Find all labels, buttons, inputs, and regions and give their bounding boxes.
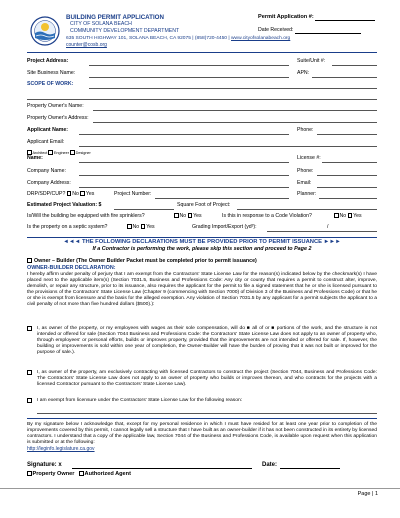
sqft-field[interactable] bbox=[237, 209, 377, 210]
city-seal-logo bbox=[30, 16, 60, 46]
website-link[interactable]: www.cityofsolanabeach.org bbox=[231, 36, 291, 41]
company-email-field[interactable] bbox=[317, 187, 377, 188]
project-number-field[interactable] bbox=[155, 198, 289, 199]
sprinkler-row: Is/Will the building be equipped with fire sprinklers? No Yes Is this in response to a Code Violation? No Yes bbox=[27, 213, 362, 219]
project-address-row: Project Address: Suite/Unit #: bbox=[27, 58, 377, 68]
footer-divider bbox=[0, 488, 400, 489]
owner-name-row: Property Owner's Name: bbox=[27, 103, 377, 113]
drp-no-checkbox[interactable] bbox=[67, 191, 72, 196]
ack-divider bbox=[27, 418, 377, 419]
owner-address-row: Property Owner's Address: bbox=[27, 115, 377, 125]
grading-field[interactable] bbox=[267, 231, 377, 232]
suite-field[interactable] bbox=[332, 65, 377, 66]
item2-checkbox[interactable] bbox=[27, 370, 32, 375]
scope-field-1[interactable] bbox=[89, 88, 377, 89]
item1-checkbox-wrap bbox=[27, 326, 33, 333]
header-address: 635 SOUTH HIGHWAY 101, SOLANA BEACH, CA 92075 | (858)720-4450 | www.cityofsolanabeach.org bbox=[66, 36, 291, 41]
declarations-divider bbox=[27, 237, 377, 238]
item3-text: I am exempt from licensure under the Contractors' State License Law for the following reason: bbox=[37, 398, 243, 403]
planner-field[interactable] bbox=[319, 198, 377, 199]
project-address-field[interactable] bbox=[89, 65, 289, 66]
date-received: Date Received: bbox=[258, 27, 361, 34]
signature-label: Signature: x bbox=[27, 462, 62, 468]
company-address-row: Company Address: Email: bbox=[27, 180, 377, 190]
applicant-email-field[interactable] bbox=[79, 146, 377, 147]
company-address-field[interactable] bbox=[79, 187, 289, 188]
septic-no-checkbox[interactable] bbox=[127, 224, 132, 229]
applicant-name-field[interactable] bbox=[79, 134, 289, 135]
item1-text: I, as owner of the property, or my employees with wages as their sole compensation, will do ■ all of or ■ portions of the work, and the structure is not intended or offered for sale (Section 7044 Business and Professions Code: the Contractors' State License Law does not apply to an owner of property who, through employees' or personal efforts, builds or improves property, provided that the improvements are not intended or offered for sale. If, however, the building or improvements is sold within one year of completion, the Owner-Builder will have the burden of proving that it was not built or improved for the purpose of sale.). bbox=[37, 326, 377, 356]
scope-row: SCOPE OF WORK: bbox=[27, 81, 377, 91]
company-name-row: Company Name: Phone: bbox=[27, 168, 377, 178]
drp-row: DRP/SDP/CUP? No Yes Project Number: Planner: bbox=[27, 191, 377, 201]
septic-row: Is the property on a septic system? No Yes Grading Import/Export (yd³): / bbox=[27, 224, 377, 234]
leginfo-link[interactable]: http://leginfo.legislature.ca.gov bbox=[27, 446, 95, 452]
authorized-agent-checkbox[interactable] bbox=[79, 471, 84, 476]
valuation-field[interactable] bbox=[114, 209, 174, 210]
septic-yes-checkbox[interactable] bbox=[141, 224, 146, 229]
declarations-title: ◄◄◄ THE FOLLOWING DECLARATIONS MUST BE PROVIDED PRIOR TO PERMIT ISSUANCE ►►► bbox=[63, 239, 341, 245]
designer-checkbox[interactable] bbox=[70, 150, 75, 155]
violation-yes-checkbox[interactable] bbox=[348, 213, 353, 218]
apn-field[interactable] bbox=[312, 77, 377, 78]
declarations-subtitle: If a Contractor is performing the work, please skip this section and proceed to Page 2 bbox=[92, 246, 312, 252]
email-link[interactable]: counter@cosb.org bbox=[66, 42, 107, 48]
applicant-name-row: Applicant Name: Phone: bbox=[27, 127, 377, 137]
owner-builder-option: Owner – Builder (The Owner Builder Packet must be completed prior to permit issuance) bbox=[27, 258, 257, 265]
date-received-field[interactable] bbox=[295, 28, 361, 34]
form-title: BUILDING PERMIT APPLICATION bbox=[66, 14, 164, 21]
site-business-field[interactable] bbox=[89, 77, 289, 78]
item1-checkbox[interactable] bbox=[27, 326, 32, 331]
license-field[interactable] bbox=[322, 162, 377, 163]
signer-role: Property Owner Authorized Agent bbox=[27, 471, 131, 478]
applicant-email-row: Applicant Email: bbox=[27, 139, 377, 149]
permit-application-number: Permit Application #: bbox=[258, 14, 375, 21]
owner-builder-text: I hereby affirm under penalty of perjury that I am exempt from the Contractors' State License Law for the reason(s) indicated below by the checkmark(s) I have placed next to the applicable item(s) (Section 7031.5, Business and Professions Code: Any city or county that requires a permit to construct alter, improve, demolish, or repair any structure, prior to its issuance, also requires the applicant for the permit to file a signed statement that he or she is licensed pursuant to the provisions of the Contractors' State License Law (Chapter 9 (commencing with Section 7000) of Division 3 of the Business and Professions Code) or that he or she is exempt from licensure and the basis for the alleged exemption. Any violation of Section 7031.5 by any applicant for a permit subjects the applicant to a civil penalty of not more than five hundred dollars ($500).): bbox=[27, 272, 377, 308]
architect-checkbox[interactable] bbox=[27, 150, 32, 155]
owner-address-field[interactable] bbox=[93, 122, 377, 123]
applicant-phone-field[interactable] bbox=[317, 134, 377, 135]
company-name-field[interactable] bbox=[79, 175, 289, 176]
professional-row: Architect Engineer Designer Name: License #: bbox=[27, 150, 377, 164]
signature-field[interactable] bbox=[72, 468, 252, 469]
drp-yes-checkbox[interactable] bbox=[80, 191, 85, 196]
sprinkler-no-checkbox[interactable] bbox=[174, 213, 179, 218]
date-field[interactable] bbox=[280, 468, 340, 469]
header-divider bbox=[27, 52, 377, 53]
professional-name-field[interactable] bbox=[79, 162, 289, 163]
city-name: CITY OF SOLANA BEACH bbox=[70, 21, 132, 27]
role-checkboxes: Architect Engineer Designer bbox=[27, 150, 91, 156]
company-phone-field[interactable] bbox=[317, 175, 377, 176]
exemption-reason-field[interactable] bbox=[37, 413, 377, 414]
site-business-row: Site Business Name: APN: bbox=[27, 70, 377, 80]
property-owner-checkbox[interactable] bbox=[27, 471, 32, 476]
item2-checkbox-wrap bbox=[27, 370, 33, 377]
owner-builder-checkbox[interactable] bbox=[27, 258, 32, 263]
item3-checkbox-wrap bbox=[27, 398, 33, 405]
acknowledgement-text: By my signature below I acknowledge that, except for my personal residence in which I must have resided for at least one year prior to completion of the improvements covered by this permit, I cannot legally sell a structure that I have built as an owner-builder if it has not been constructed in its entirety by licensed contractors. I understand that a copy of the applicable law, Section 7044 of the Business and Professions Code, is available upon request when this application is submitted or at the following: bbox=[27, 422, 377, 446]
date-label: Date: bbox=[262, 462, 278, 468]
valuation-row: Estimated Project Valuation: $ Square Foot of Project: bbox=[27, 202, 377, 212]
sprinkler-yes-checkbox[interactable] bbox=[188, 213, 193, 218]
violation-no-checkbox[interactable] bbox=[334, 213, 339, 218]
owner-builder-heading: OWNER-BUILDER DECLARATION: bbox=[27, 265, 116, 271]
item2-text: I, as owner of the property, am exclusively contracting with licensed Contractors to construct the project (Section 7044, Business and Professions Code: The Contractors' State License Law does not apply to an owner of property who builds or improves thereon, and who contracts for the projects with a licensed Contractor pursuant to the Contractors' State License Law). bbox=[37, 370, 377, 388]
owner-name-field[interactable] bbox=[93, 110, 377, 111]
scope-field-2[interactable] bbox=[27, 99, 377, 100]
item3-checkbox[interactable] bbox=[27, 398, 32, 403]
scope-row-2 bbox=[27, 92, 377, 102]
page-number: Page | 1 bbox=[357, 491, 378, 497]
department-name: COMMUNITY DEVELOPMENT DEPARTMENT bbox=[70, 28, 180, 34]
permit-number-field[interactable] bbox=[315, 15, 375, 21]
engineer-checkbox[interactable] bbox=[48, 150, 53, 155]
